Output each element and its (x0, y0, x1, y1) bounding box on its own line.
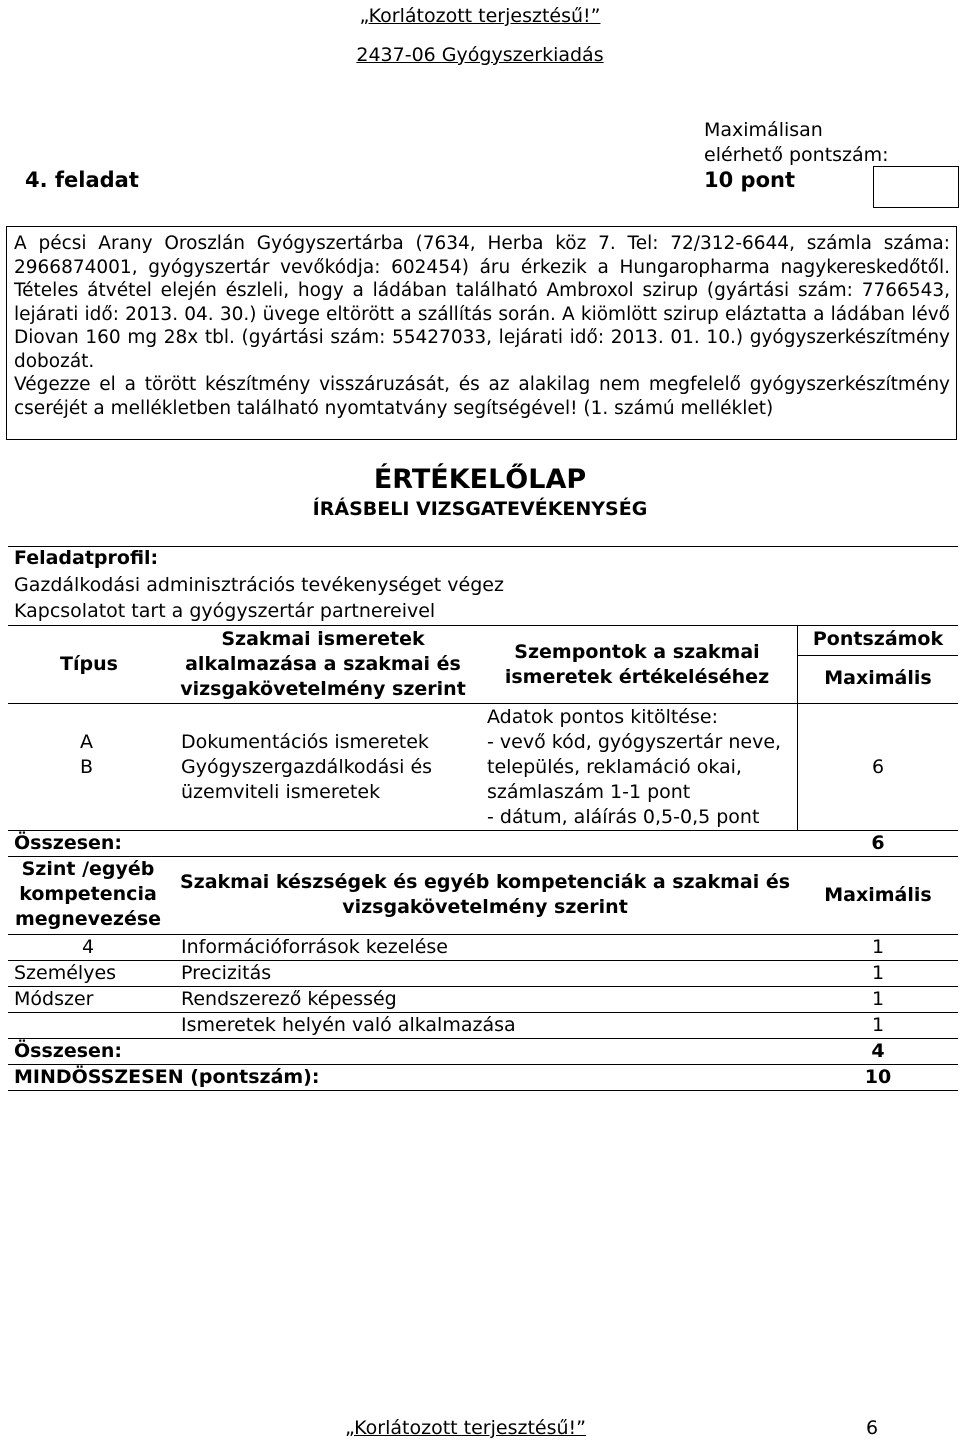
profile-line: Gazdálkodási adminisztrációs tevékenységet végez (14, 574, 504, 596)
grand-total-value: 10 (864, 1066, 892, 1088)
evaluation-title: ÉRTÉKELŐLAP (373, 464, 587, 495)
level-header: Szint /egyéb kompetencia megnevezése (14, 858, 162, 930)
criteria-items: Adatok pontos kitöltése: - vevő kód, gyógyszertár neve, település, reklamáció okai, számlaszám 1-1 pont - dátum, aláírás 0,5-0,5 pont (487, 706, 782, 828)
task-number: 4. feladat (25, 168, 139, 192)
competence-level: Módszer (14, 988, 94, 1010)
competence-name: Információforrások kezelése (181, 936, 448, 958)
max-header: Maximális (824, 667, 932, 689)
restricted-distribution-header: „Korlátozott terjesztésű!” (359, 5, 601, 27)
competence-points: 1 (871, 988, 885, 1010)
rule-line (8, 546, 958, 547)
skills-max-header: Maximális (824, 884, 932, 906)
rule-line (8, 703, 958, 704)
grand-total-label: MINDÖSSZESEN (pontszám): (14, 1066, 320, 1088)
page-number: 6 (866, 1417, 879, 1439)
knowledge-type: A B (80, 731, 94, 778)
competence-name: Ismeretek helyén való alkalmazása (181, 1014, 516, 1036)
rule-line (797, 655, 958, 656)
competence-name: Rendszerező képesség (181, 988, 397, 1010)
task-points: 10 pont (704, 168, 795, 192)
knowledge-points: 6 (871, 756, 885, 778)
task-paragraph-1: A pécsi Arany Oroszlán Gyógyszertárba (7634, Herba köz 7. Tel: 72/312-6644, számla száma: 2966874001, gyógyszertár vevőkódja: 602454) áru érkezik a Hungaropharma nagykereskedőtől. Tételes átvétel elején észleli, hogy a ládában található Ambroxol szirup (gyártási szám: 7766543, lejárati idő: 2013. 04. 30.) üvege eltörött a szállítás során. A kiömlött szirup eláztatta a ládában lévő Diovan 160 mg 28x tbl. (gyártási szám: 55427033, lejárati idő: 2013. 01. 10.) gyógyszerkészítmény dobozát. (14, 233, 950, 372)
skills-subtotal-value: 4 (871, 1040, 885, 1062)
subtotal-label: Összesen: (14, 832, 123, 854)
competence-name: Precizitás (181, 962, 272, 984)
task-description (14, 232, 950, 420)
subtotal-value: 6 (871, 832, 885, 854)
knowledge-header: Szakmai ismeretek alkalmazása a szakmai és vizsgakövetelmény szerint (180, 628, 466, 700)
profile-label: Feladatprofil: (14, 547, 159, 569)
competence-points: 1 (871, 962, 885, 984)
max-points-label: Maximálisan elérhető pontszám: (704, 119, 889, 166)
competence-points: 1 (871, 1014, 885, 1036)
competence-level: Személyes (14, 962, 117, 984)
skills-subtotal-label: Összesen: (14, 1040, 123, 1062)
score-box[interactable] (873, 166, 959, 208)
rule-line (8, 625, 958, 626)
restricted-distribution-footer: „Korlátozott terjesztésű!” (345, 1417, 586, 1439)
task-paragraph-2: Végezze el a törött készítmény visszáruzását, és az alakilag nem megfelelő gyógyszerkészítmény cseréjét a mellékletben található nyomtatvány segítségével! (1. számú melléklet) (14, 374, 950, 419)
points-header: Pontszámok (812, 628, 944, 650)
rule-line (8, 1090, 958, 1091)
profile-line: Kapcsolatot tart a gyógyszertár partnereivel (14, 600, 436, 622)
criteria-header: Szempontok a szakmai ismeretek értékeléséhez (504, 641, 770, 688)
knowledge-items: Dokumentációs ismeretek Gyógyszergazdálkodási és üzemviteli ismeretek (181, 731, 433, 803)
skills-header: Szakmai készségek és egyéb kompetenciák a szakmai és vizsgakövetelmény szerint (179, 871, 791, 918)
type-header: Típus (60, 653, 118, 675)
course-code-header: 2437-06 Gyógyszerkiadás (356, 44, 604, 66)
rule-line (797, 625, 798, 830)
competence-points: 1 (871, 936, 885, 958)
competence-level: 4 (81, 936, 95, 958)
evaluation-subtitle: ÍRÁSBELI VIZSGATEVÉKENYSÉG (312, 498, 648, 520)
